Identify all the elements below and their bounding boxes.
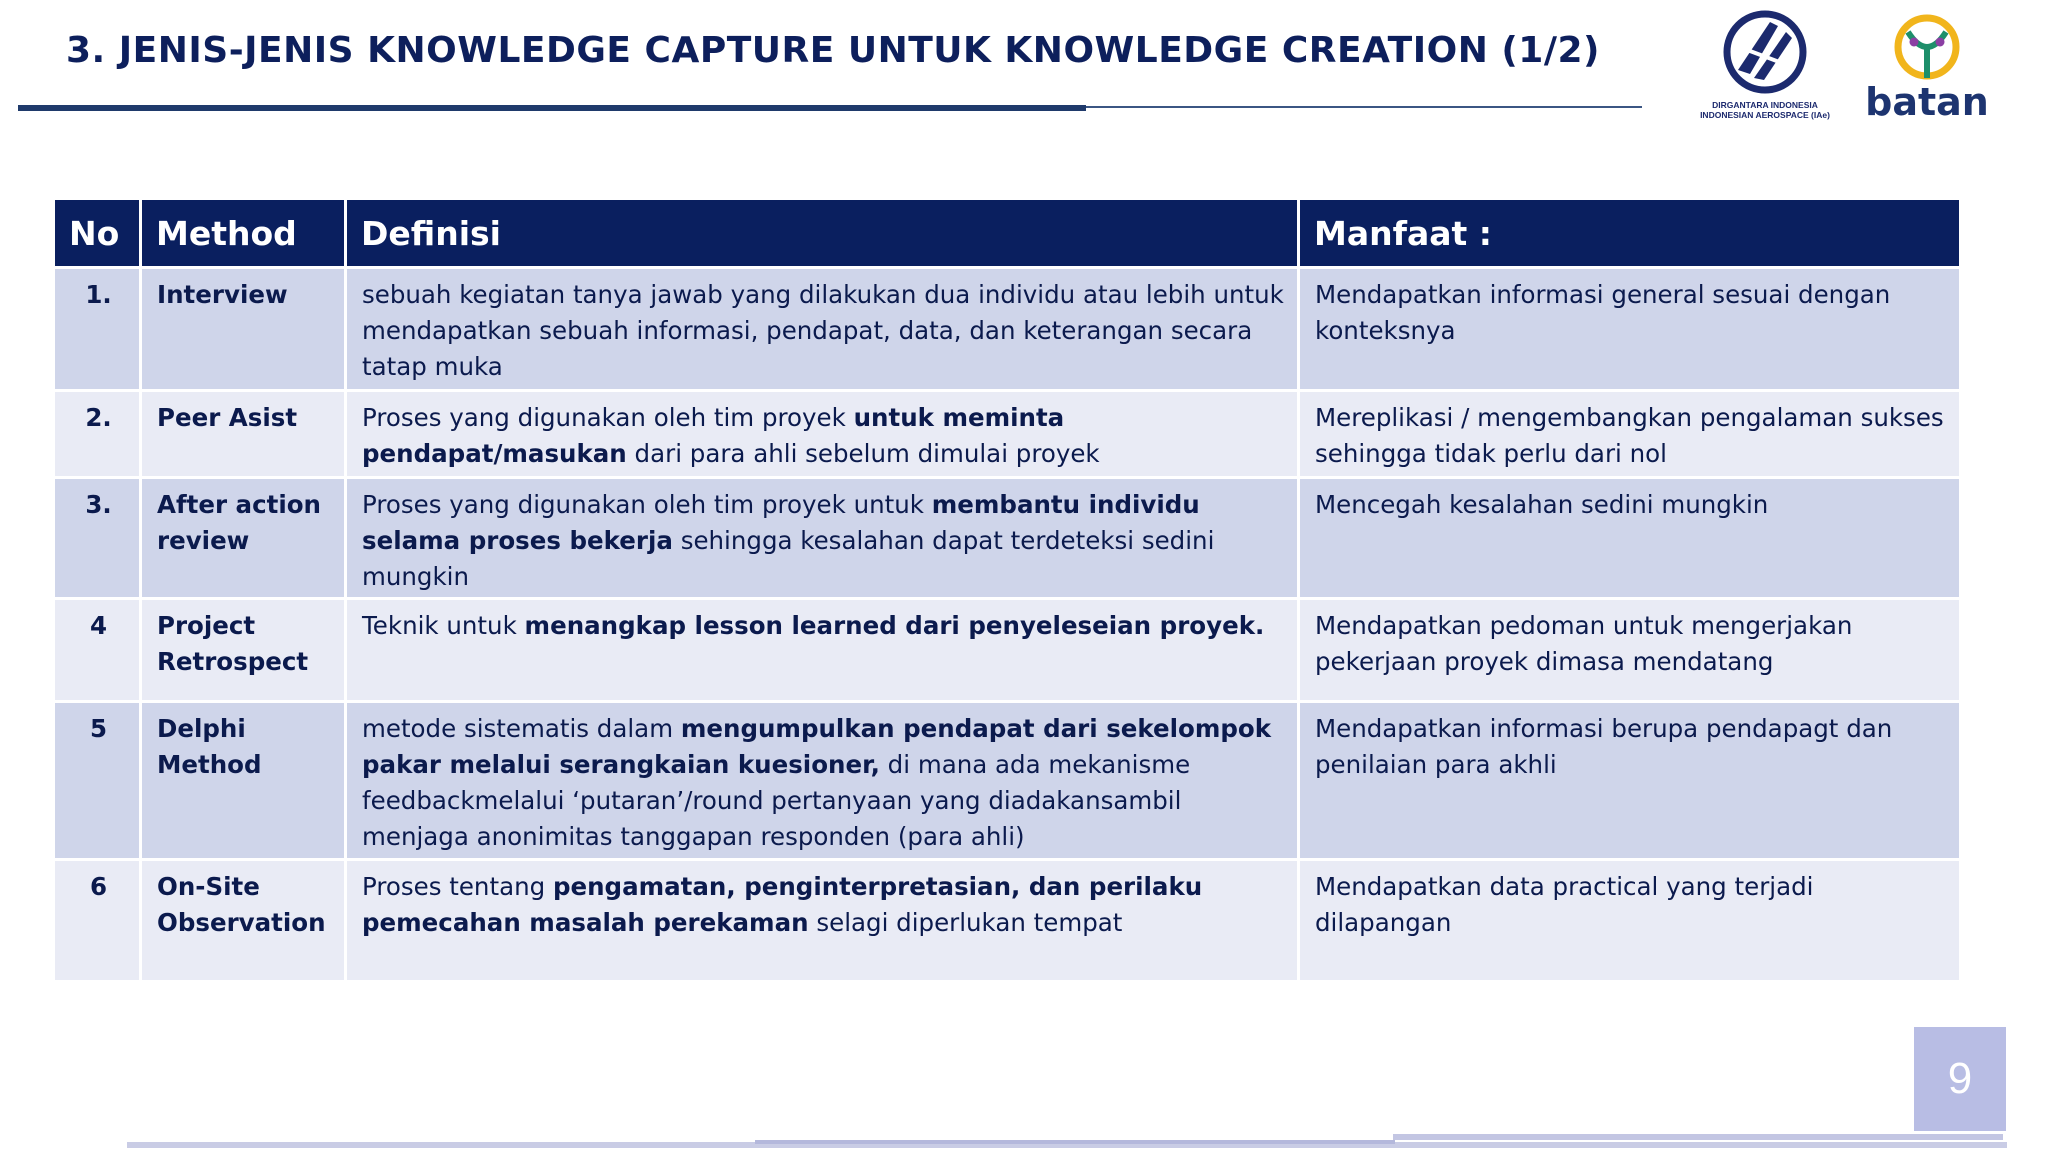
header-method: Method (141, 199, 346, 268)
row-definisi (346, 268, 1299, 391)
row-no: 3. (54, 478, 141, 599)
row-definisi (346, 391, 1299, 478)
footer-line-accent (755, 1140, 1395, 1144)
body-text: Teknik untuk (362, 611, 525, 640)
row-no: 5 (54, 702, 141, 860)
body-text: sebuah kegiatan tanya jawab yang dilakukan dua individu atau lebih untuk mendapatkan sebuah informasi, pendapat, data, dan keterangan secara tatap muka (362, 280, 1284, 381)
iae-logo-line1: DIRGANTARA INDONESIA (1712, 100, 1818, 110)
batan-emblem-icon (1884, 12, 1970, 82)
row-method: Peer Asist (141, 391, 346, 478)
body-text: Proses yang digunakan oleh tim proyek untuk (362, 490, 932, 519)
row-manfaat: Mereplikasi / mengembangkan pengalaman sukses sehingga tidak perlu dari nol (1299, 391, 1961, 478)
row-no: 2. (54, 391, 141, 478)
iae-logo (1690, 8, 1840, 126)
body-text: selagi diperlukan tempat (808, 908, 1123, 937)
page-title: 3. JENIS-JENIS KNOWLEDGE CAPTURE UNTUK KNOWLEDGE CREATION (1/2) (66, 30, 1601, 71)
row-manfaat: Mendapatkan pedoman untuk mengerjakan pekerjaan proyek dimasa mendatang (1299, 599, 1961, 702)
emphasis-text: pengamatan, penginterpretasian, dan perilaku pemecahan masalah perekaman (362, 872, 1203, 937)
table-row (54, 599, 1961, 702)
batan-wordmark: batan (1865, 80, 1989, 124)
row-method: After action review (141, 478, 346, 599)
table-header-row (54, 199, 1961, 268)
table-row (54, 860, 1961, 982)
row-method: Interview (141, 268, 346, 391)
title-divider-accent (18, 105, 1086, 111)
footer-line-accent-right (1393, 1134, 2003, 1140)
row-method: On-Site Observation (141, 860, 346, 982)
batan-logo (1862, 8, 1992, 128)
body-text: metode sistematis dalam (362, 714, 681, 743)
table-row (54, 268, 1961, 391)
body-text: Proses tentang (362, 872, 553, 901)
iae-emblem-icon (1720, 8, 1810, 96)
header-definisi: Definisi (346, 199, 1299, 268)
row-no: 6 (54, 860, 141, 982)
header-manfaat: Manfaat : (1299, 199, 1961, 268)
row-definisi (346, 478, 1299, 599)
table-row (54, 478, 1961, 599)
body-text: di mana ada mekanisme feedbackmelalui ‘putaran’/round pertanyaan yang diadakansambil menjaga anonimitas tanggapan responden (para ahli) (362, 750, 1191, 851)
row-definisi (346, 702, 1299, 860)
knowledge-capture-table (52, 197, 1962, 983)
table-row (54, 391, 1961, 478)
table-row (54, 702, 1961, 860)
body-text: dari para ahli sebelum dimulai proyek (626, 439, 1100, 468)
body-text: Proses yang digunakan oleh tim proyek (362, 403, 854, 432)
emphasis-text: membantu individu selama proses bekerja (362, 490, 1200, 555)
page-number: 9 (1914, 1027, 2006, 1131)
iae-logo-line2: INDONESIAN AEROSPACE (IAe) (1700, 110, 1830, 120)
body-text: sehingga kesalahan dapat terdeteksi sedini mungkin (362, 526, 1215, 591)
row-manfaat: Mendapatkan informasi general sesuai dengan konteksnya (1299, 268, 1961, 391)
row-manfaat: Mendapatkan informasi berupa pendapagt dan penilaian para akhli (1299, 702, 1961, 860)
row-manfaat: Mendapatkan data practical yang terjadi dilapangan (1299, 860, 1961, 982)
row-manfaat: Mencegah kesalahan sedini mungkin (1299, 478, 1961, 599)
row-no: 1. (54, 268, 141, 391)
emphasis-text: menangkap lesson learned dari penyeleseian proyek. (524, 611, 1265, 640)
row-definisi (346, 599, 1299, 702)
row-method: Delphi Method (141, 702, 346, 860)
emphasis-text: mengumpulkan pendapat dari sekelompok pakar melalui serangkaian kuesioner, (362, 714, 1272, 779)
row-definisi (346, 860, 1299, 982)
emphasis-text: untuk meminta pendapat/masukan (362, 403, 1065, 468)
row-method: Project Retrospect (141, 599, 346, 702)
header-no: No (54, 199, 141, 268)
row-no: 4 (54, 599, 141, 702)
